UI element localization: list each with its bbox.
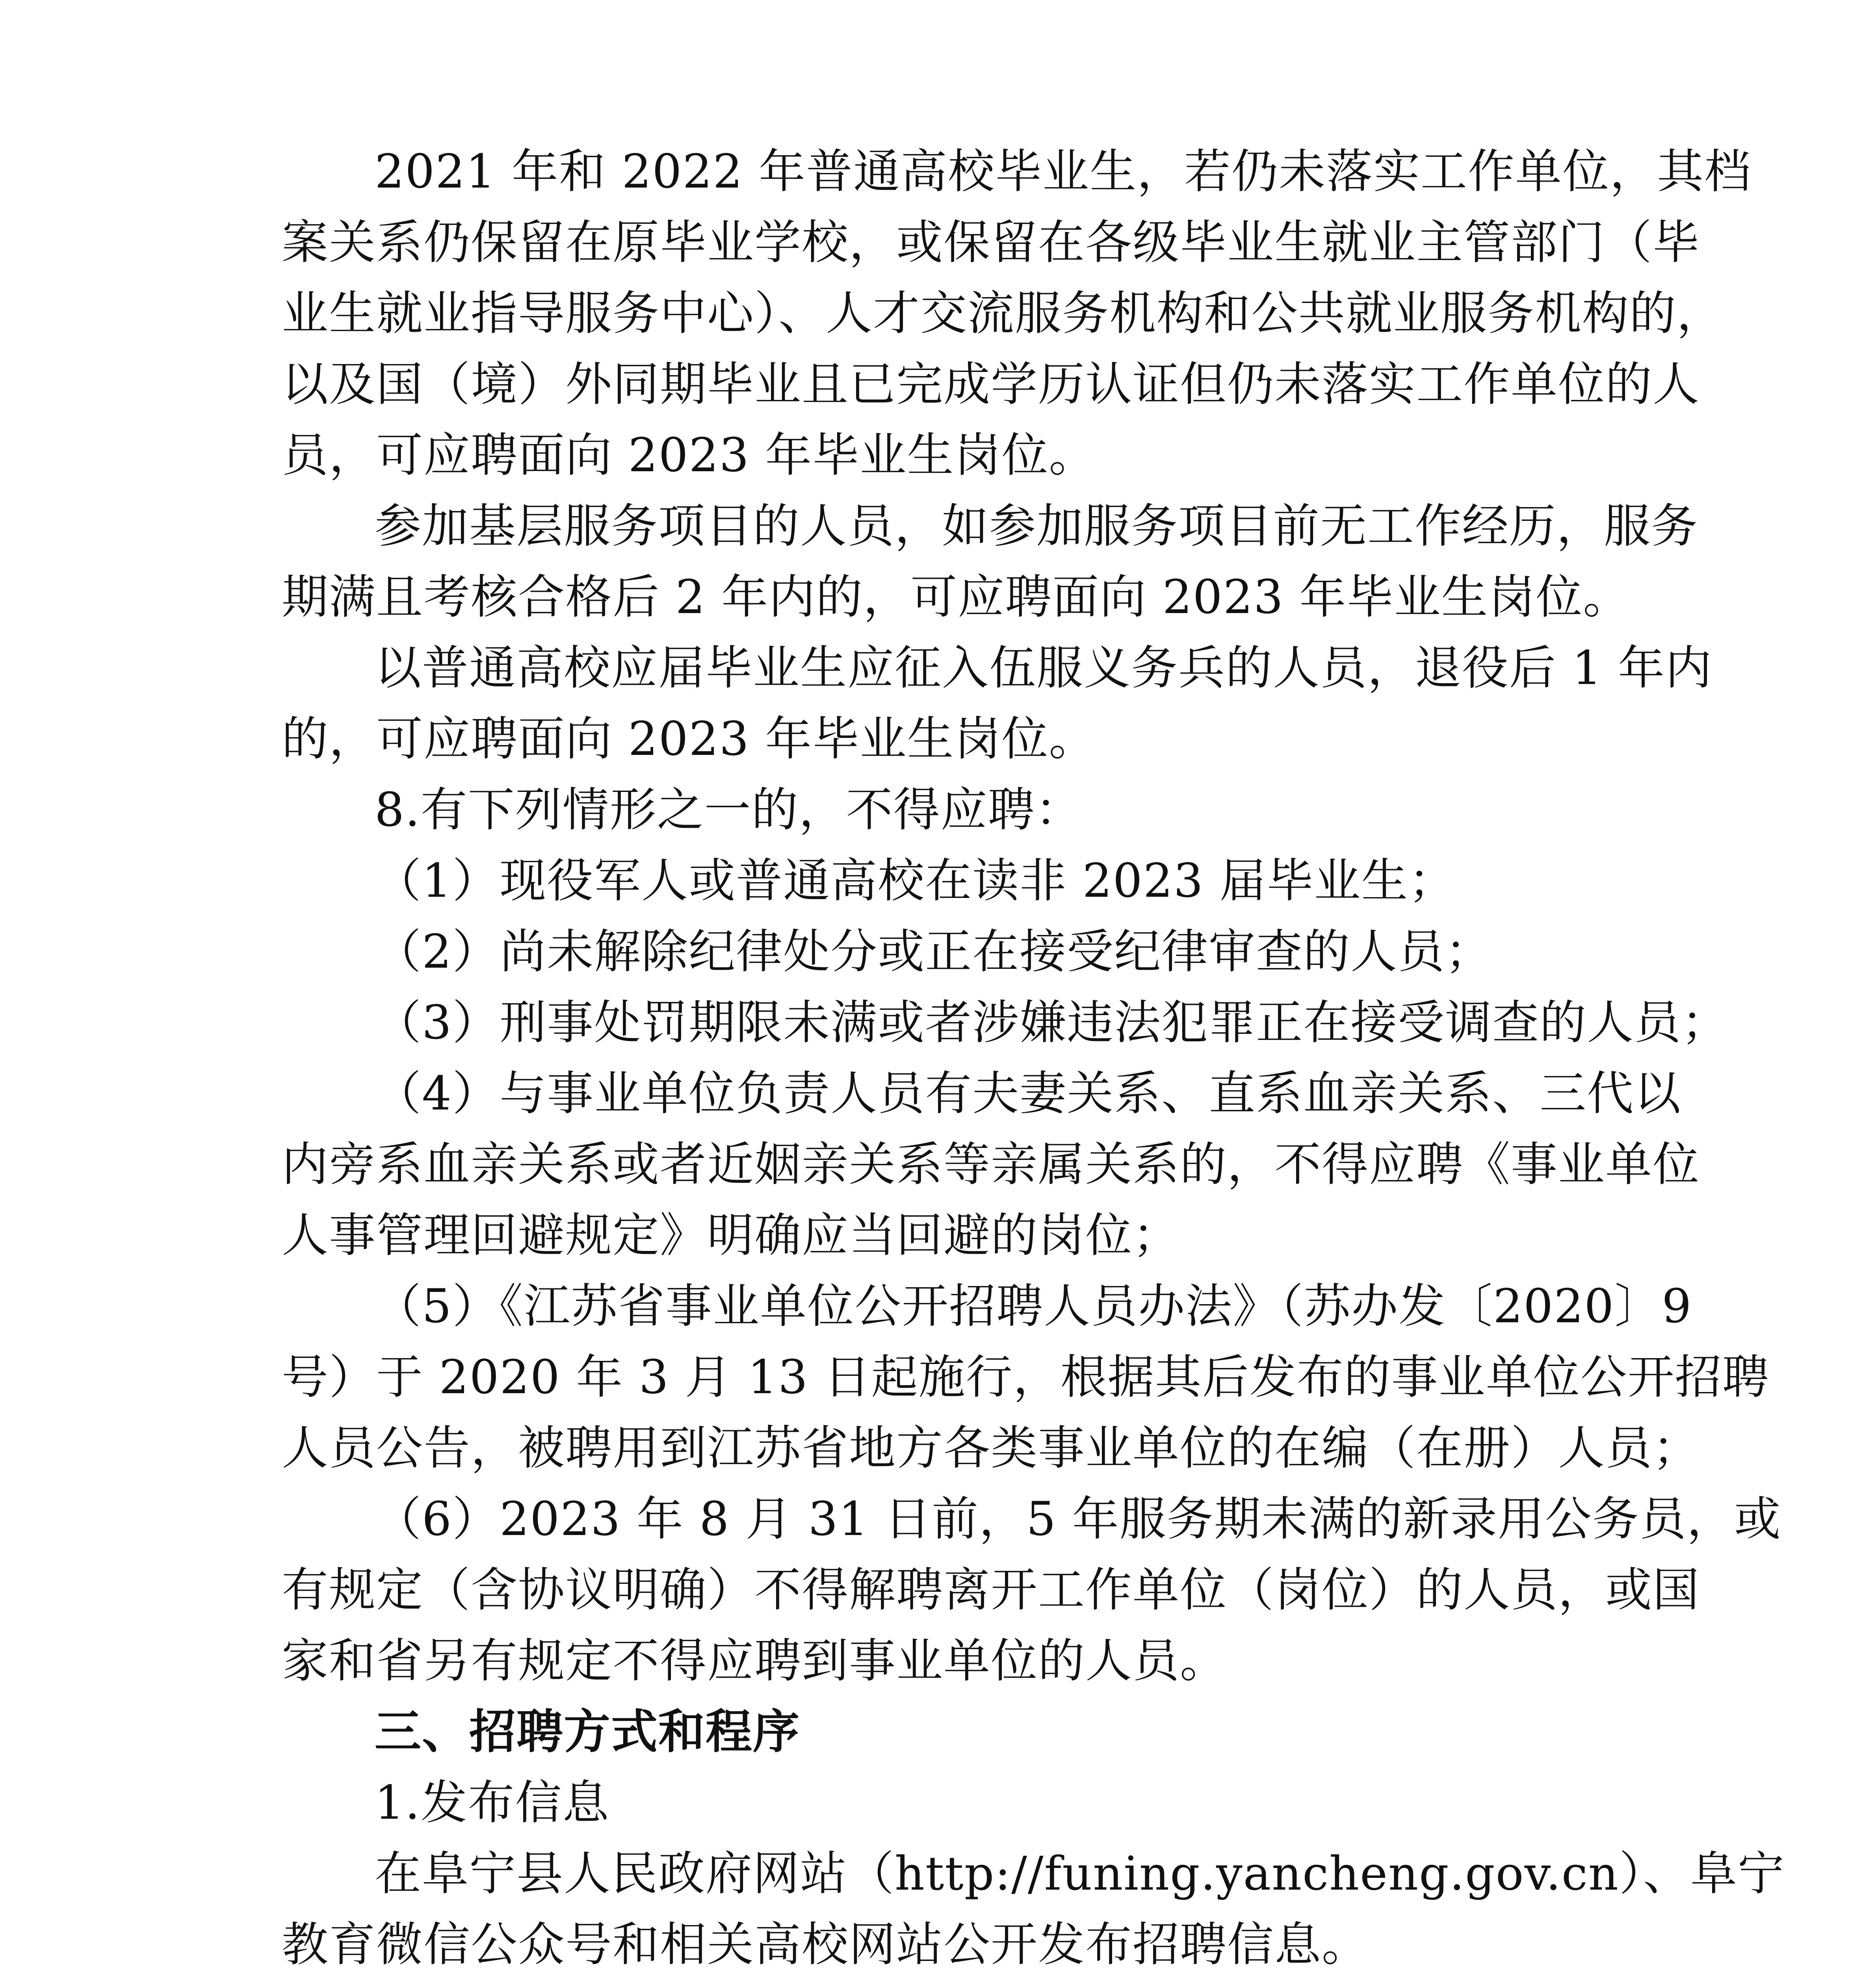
list-item-ineligible-1 bbox=[282, 845, 1586, 916]
paragraph-graduates-2021-2022 bbox=[282, 136, 1752, 491]
list-item-ineligible-2 bbox=[282, 916, 1586, 987]
text-line: （2）尚未解除纪律处分或正在接受纪律审查的人员； bbox=[375, 924, 1493, 979]
text-line: 2021 年和 2022 年普通高校毕业生，若仍未落实工作单位，其档 bbox=[375, 144, 1752, 199]
list-item-ineligible-6 bbox=[282, 1483, 1781, 1696]
text-line: 参加基层服务项目的人员，如参加服务项目前无工作经历，服务 bbox=[375, 499, 1699, 553]
text-line: （6）2023 年 8 月 31 日前，5 年服务期未满的新录用公务员，或 bbox=[375, 1492, 1781, 1546]
text-line: 内旁系血亲关系或者近姻亲关系等亲属关系的，不得应聘《事业单位 bbox=[282, 1137, 1700, 1191]
text-line: （5）《江苏省事业单位公开招聘人员办法》（苏办发〔2020〕9 bbox=[375, 1279, 1692, 1333]
text-line: 家和省另有规定不得应聘到事业单位的人员。 bbox=[282, 1634, 1228, 1688]
text-line: 人员公告，被聘用到江苏省地方各类事业单位的在编（在册）人员； bbox=[282, 1421, 1700, 1475]
list-item-ineligible-4 bbox=[282, 1058, 1700, 1271]
paragraph-grassroots-service bbox=[282, 491, 1699, 632]
text-line: 员，可应聘面向 2023 年毕业生岗位。 bbox=[282, 428, 1096, 482]
text-line: 以及国（境）外同期毕业且已完成学历认证但仍未落实工作单位的人 bbox=[282, 357, 1700, 411]
text-line: 的，可应聘面向 2023 年毕业生岗位。 bbox=[282, 712, 1096, 766]
text-line: （1）现役军人或普通高校在读非 2023 届毕业生； bbox=[375, 853, 1456, 908]
text-line: 教育微信公众号和相关高校网站公开发布招聘信息。 bbox=[282, 1917, 1369, 1970]
text-line: 人事管理回避规定》明确应当回避的岗位； bbox=[282, 1208, 1180, 1262]
section-title: 三、招聘方式和程序 bbox=[375, 1704, 801, 1759]
subsection-title: 1.发布信息 bbox=[375, 1775, 610, 1830]
subheading-publish-info bbox=[282, 1767, 1586, 1838]
list-item-ineligible-5 bbox=[282, 1271, 1770, 1483]
section-heading-recruitment-procedure bbox=[282, 1696, 1586, 1767]
paragraph-military-service bbox=[282, 632, 1713, 774]
text-line: 有规定（含协议明确）不得解聘离开工作单位（岗位）的人员，或国 bbox=[282, 1563, 1700, 1617]
text-line: 以普通高校应届毕业生应征入伍服义务兵的人员，退役后 1 年内 bbox=[375, 641, 1713, 695]
text-line: 业生就业指导服务中心）、人才交流服务机构和公共就业服务机构的， bbox=[282, 286, 1724, 340]
text-line: 案关系仍保留在原毕业学校，或保留在各级毕业生就业主管部门（毕 bbox=[282, 215, 1700, 269]
text-line: 期满且考核合格后 2 年内的，可应聘面向 2023 年毕业生岗位。 bbox=[282, 570, 1631, 624]
text-line: 号）于 2020 年 3 月 13 日起施行，根据其后发布的事业单位公开招聘 bbox=[282, 1350, 1770, 1404]
document-page bbox=[282, 136, 1785, 1970]
paragraph-publish-info bbox=[282, 1838, 1785, 1970]
text-line: （4）与事业单位负责人员有夫妻关系、直系血亲关系、三代以 bbox=[375, 1066, 1682, 1121]
text-line: （3）刑事处罚期限未满或者涉嫌违法犯罪正在接受调查的人员； bbox=[375, 995, 1729, 1050]
paragraph-ineligible-intro bbox=[282, 774, 1586, 845]
text-line-with-url: 在阜宁县人民政府网站（http://funing.yancheng.gov.cn）、阜宁 bbox=[375, 1846, 1785, 1901]
list-item-ineligible-3 bbox=[282, 987, 1729, 1058]
text-line: 8.有下列情形之一的，不得应聘： bbox=[375, 782, 1083, 837]
